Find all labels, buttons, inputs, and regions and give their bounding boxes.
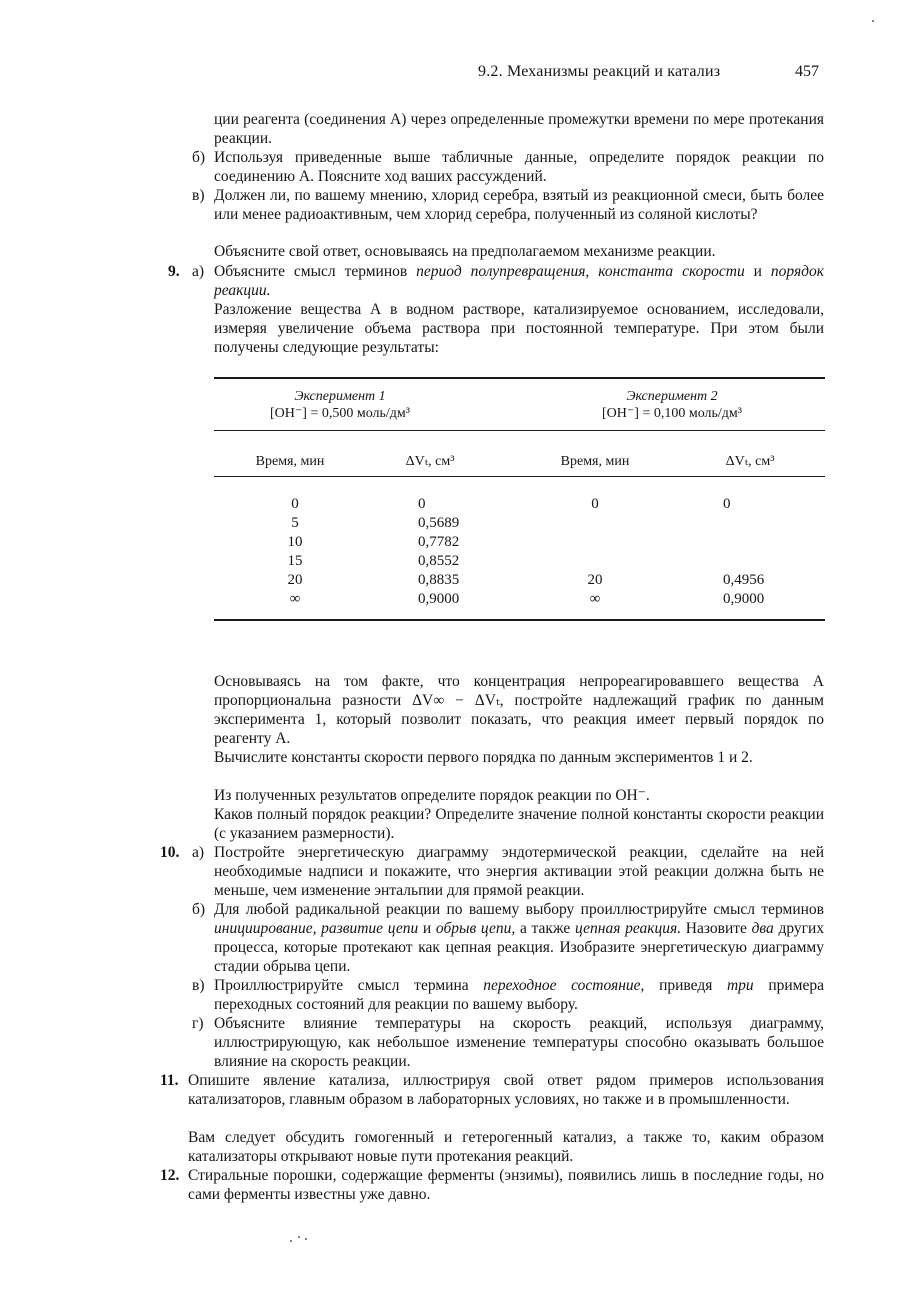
intro-continuation: ции реагента (соединения А) через определенные промежутки времени по мере протекания реакции. [214, 111, 824, 147]
exp1-dv-column [418, 495, 498, 609]
q10-v-three: три [726, 977, 754, 994]
table-cell: 20 [287, 572, 303, 588]
col-header-dv-1: ΔVₜ, см³ [405, 454, 455, 469]
item-v-text: Должен ли, по вашему мнению, хлорид серебра, взятый из реакционной смеси, быть более или менее радиоактивным, чем хлорид серебра, полученный из соляной кислоты? [214, 187, 824, 223]
table-cell: ∞ [289, 591, 301, 607]
question-11-number: 11. [160, 1072, 179, 1089]
scan-speck [305, 1238, 307, 1240]
q10-b-also: а также [519, 920, 571, 937]
table-cell: 0,8835 [418, 572, 460, 588]
q10-label-b: б) [192, 901, 206, 918]
q10-b-text [214, 900, 824, 976]
q10-a-text: Постройте энергетическую диаграмму эндотермической реакции, сделайте на ней необходимые надписи и покажите, что энергия активации этой реакции должна быть не меньше, чем изменение энтальпии для прямой реакции. [214, 844, 824, 899]
table-cell [565, 552, 625, 571]
q9-a-and: и [753, 263, 762, 280]
exp1-title: Эксперимент 1 [294, 389, 386, 404]
table-cell: 0,7782 [418, 534, 460, 550]
exp2-title: Эксперимент 2 [626, 389, 718, 404]
q10-label-g: г) [192, 1015, 204, 1032]
col-header-time-2: Время, мин [560, 454, 630, 469]
q10-b-name: Назовите [685, 920, 747, 937]
q10-v-pre: Проиллюстрируйте смысл термина [214, 977, 469, 994]
exp2-time-column [565, 495, 625, 609]
q9-a-pre: Объясните смысл терминов [214, 263, 408, 280]
q10-b-pre: Для любой радикальной реакции по вашему выбору проиллюстрируйте смысл терминов [214, 901, 824, 918]
col-header-dv-2: ΔVₜ, см³ [725, 454, 775, 469]
q9-a-text [214, 262, 824, 300]
table-bottom-rule [214, 619, 825, 621]
table-cell: 0,5689 [418, 515, 460, 531]
table-cell: 0,4956 [723, 572, 765, 588]
table-cell: 0 [723, 496, 731, 512]
post-table-paragraph-1: Основываясь на том факте, что концентрация непрореагировавшего вещества А пропорциональна разности ΔV∞ − ΔVₜ, постройте надлежащий график по данным эксперимента 1, который позволит показать, что реакция имеет первый порядок по реагенту А. [214, 673, 824, 747]
q10-b-two: два [751, 920, 774, 937]
exp1-time-column [265, 495, 325, 609]
q9-a-term1: период полупревращения, константа скорости [416, 263, 745, 280]
table-cell [565, 533, 625, 552]
post-table-paragraph-2: Вычислите константы скорости первого порядка по данным экспериментов 1 и 2. [214, 749, 753, 766]
exp2-condition: [OH⁻] = 0,100 моль/дм³ [602, 406, 742, 421]
table-cell: 15 [287, 553, 303, 569]
q10-label-v: в) [192, 977, 205, 994]
scan-speck [298, 1236, 300, 1238]
table-cell: 0 [418, 496, 426, 512]
q10-v-text [214, 976, 824, 1014]
item-label-v: в) [192, 187, 205, 204]
table-top-rule [214, 377, 825, 379]
page-number: 457 [795, 63, 819, 80]
item-label-b: б) [192, 149, 206, 166]
q11-text: Опишите явление катализа, иллюстрируя свой ответ рядом примеров использования катализаторов, главным образом в лабораторных условиях, но также и в промышленности. [188, 1072, 824, 1108]
table-mid-rule [214, 430, 825, 431]
table-cell [723, 533, 803, 552]
scan-speck [872, 20, 874, 22]
q9-label-a: а) [192, 263, 205, 280]
q10-b-and: и [422, 920, 432, 937]
q10-v-rest: примера переходных состояний для реакции по вашему выбору. [214, 977, 824, 1013]
q9-a-term2: порядок реакции. [214, 263, 825, 299]
table-cell: 0,9000 [418, 591, 460, 607]
table-cell: ∞ [589, 591, 601, 607]
q10-b-term2: обрыв цепи, [435, 920, 516, 937]
exp2-dv-column [723, 495, 803, 609]
question-9-number: 9. [168, 263, 180, 280]
q9-paragraph: Разложение вещества А в водном растворе, катализируемое основанием, исследовали, измеряя увеличение объема раствора при постоянной температуре. При этом были получены следующие результаты: [214, 301, 824, 356]
q12-text: Стиральные порошки, содержащие ферменты (энзимы), появились лишь в последние годы, но сами ферменты известны уже давно. [188, 1167, 824, 1203]
q10-v-term: переходное состояние, [483, 977, 645, 994]
running-header-title: 9.2. Механизмы реакций и катализ [478, 63, 721, 80]
table-cell: 10 [287, 534, 303, 550]
q10-b-rest: других процесса, которые протекают как цепная реакция. Изобразите энергетическую диаграмму стадии обрыва цепи. [214, 920, 825, 975]
table-cell: 0 [291, 496, 299, 512]
question-10-number: 10. [160, 844, 180, 861]
q11-text2: Вам следует обсудить гомогенный и гетерогенный катализ, а также то, каким образом катализаторы открывают новые пути протекания реакций. [188, 1129, 824, 1165]
item-v-explain: Объясните свой ответ, основываясь на предполагаемом механизме реакции. [214, 243, 716, 260]
table-cell [723, 514, 803, 533]
post-table-paragraph-4: Каков полный порядок реакции? Определите значение полной константы скорости реакции (с указанием размерности). [214, 806, 824, 842]
exp1-condition: [OH⁻] = 0,500 моль/дм³ [270, 406, 410, 421]
q10-v-mid: приведя [659, 977, 713, 994]
table-cell [723, 552, 803, 571]
scan-speck [290, 1240, 292, 1242]
post-table-paragraph-3: Из полученных результатов определите порядок реакции по OH⁻. [214, 787, 650, 804]
q10-b-term3: цепная реакция. [575, 920, 682, 937]
q10-label-a: а) [192, 844, 205, 861]
table-cell: 0,9000 [723, 591, 765, 607]
table-header-rule [214, 476, 825, 477]
table-cell [565, 514, 625, 533]
table-cell: 0,8552 [418, 553, 460, 569]
q10-g-text: Объясните влияние температуры на скорость реакций, используя диаграмму, иллюстрирующую, как небольшое изменение температуры способно оказывать большое влияние на скорость реакции. [214, 1015, 824, 1070]
table-cell: 5 [291, 515, 299, 531]
col-header-time-1: Время, мин [255, 454, 325, 469]
item-b-text: Используя приведенные выше табличные данные, определите порядок реакции по соединению А. Поясните ход ваших рассуждений. [214, 149, 824, 185]
question-12-number: 12. [160, 1167, 180, 1184]
q10-b-term1: инициирование, развитие цепи [214, 920, 419, 937]
table-cell: 20 [587, 572, 603, 588]
table-cell: 0 [591, 496, 599, 512]
